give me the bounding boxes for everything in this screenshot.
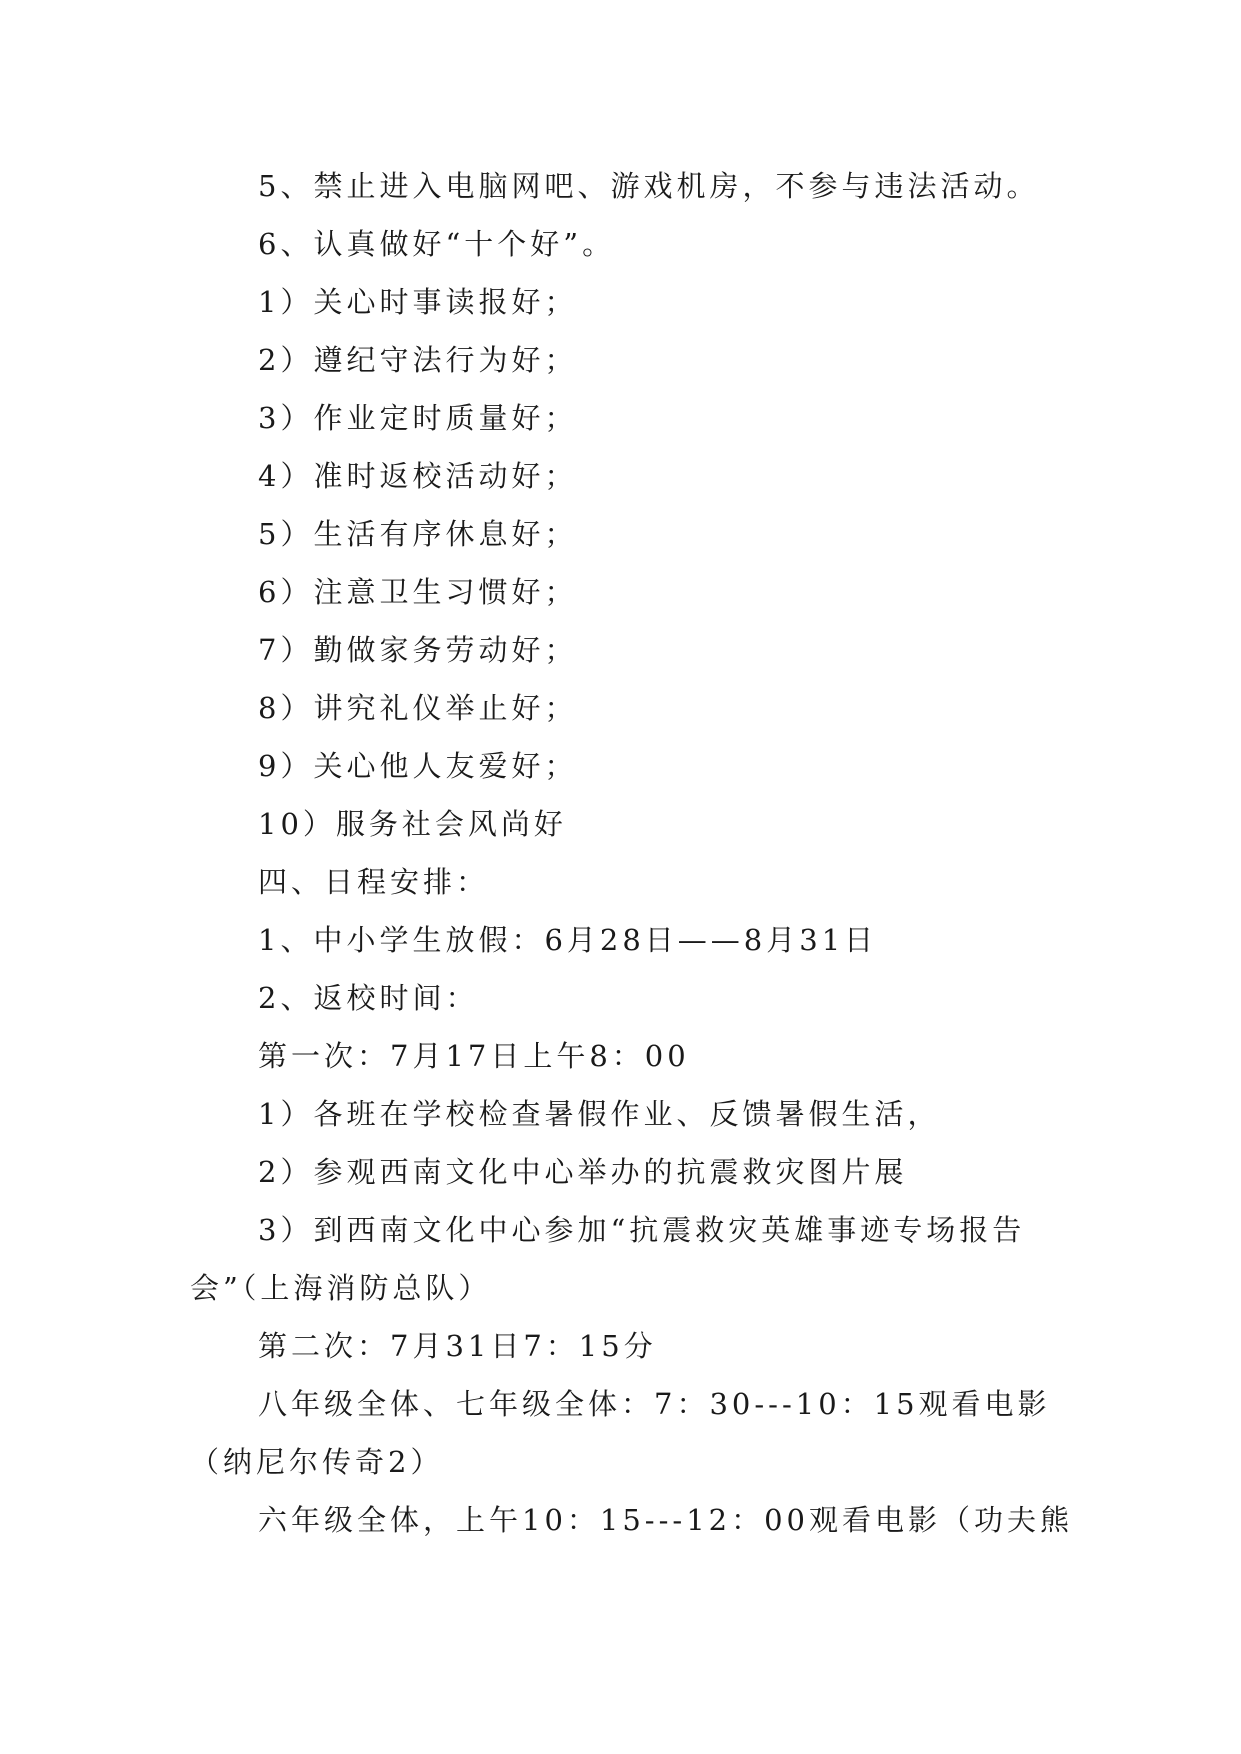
text-line: 5、禁止进入电脑网吧、游戏机房，不参与违法活动。 bbox=[258, 169, 1040, 203]
text-line: 八年级全体、七年级全体：7：30---10：15观看电影 bbox=[258, 1387, 1051, 1421]
text-line: 2）参观西南文化中心举办的抗震救灾图片展 bbox=[258, 1155, 908, 1189]
text-line: 6）注意卫生习惯好； bbox=[258, 575, 578, 609]
text-line-continuation: （纳尼尔传奇2） bbox=[190, 1445, 444, 1479]
text-line: 2）遵纪守法行为好； bbox=[258, 343, 578, 377]
text-line: 5）生活有序休息好； bbox=[258, 517, 578, 551]
text-line: 7）勤做家务劳动好； bbox=[258, 633, 578, 667]
text-line: 六年级全体，上午10：15---12：00观看电影（功夫熊 bbox=[258, 1503, 1074, 1537]
text-line: 8）讲究礼仪举止好； bbox=[258, 691, 578, 725]
text-line: 1）各班在学校检查暑假作业、反馈暑假生活， bbox=[258, 1097, 941, 1131]
text-line: 1、中小学生放假：6月28日——8月31日 bbox=[258, 923, 878, 957]
text-line: 第一次：7月17日上午8：00 bbox=[258, 1039, 690, 1073]
text-line: 10）服务社会风尚好 bbox=[258, 807, 567, 841]
text-line-continuation: 会”（上海消防总队） bbox=[190, 1271, 492, 1305]
text-line: 3）到西南文化中心参加“抗震救灾英雄事迹专场报告 bbox=[258, 1213, 1026, 1247]
text-line: 第二次：7月31日7：15分 bbox=[258, 1329, 657, 1363]
section-heading: 四、日程安排： bbox=[258, 865, 490, 899]
text-line: 4）准时返校活动好； bbox=[258, 459, 578, 493]
text-line: 9）关心他人友爱好； bbox=[258, 749, 578, 783]
text-line: 1）关心时事读报好； bbox=[258, 285, 578, 319]
text-line: 2、返校时间： bbox=[258, 981, 479, 1015]
text-line: 3）作业定时质量好； bbox=[258, 401, 578, 435]
text-line: 6、认真做好“十个好”。 bbox=[258, 227, 616, 261]
